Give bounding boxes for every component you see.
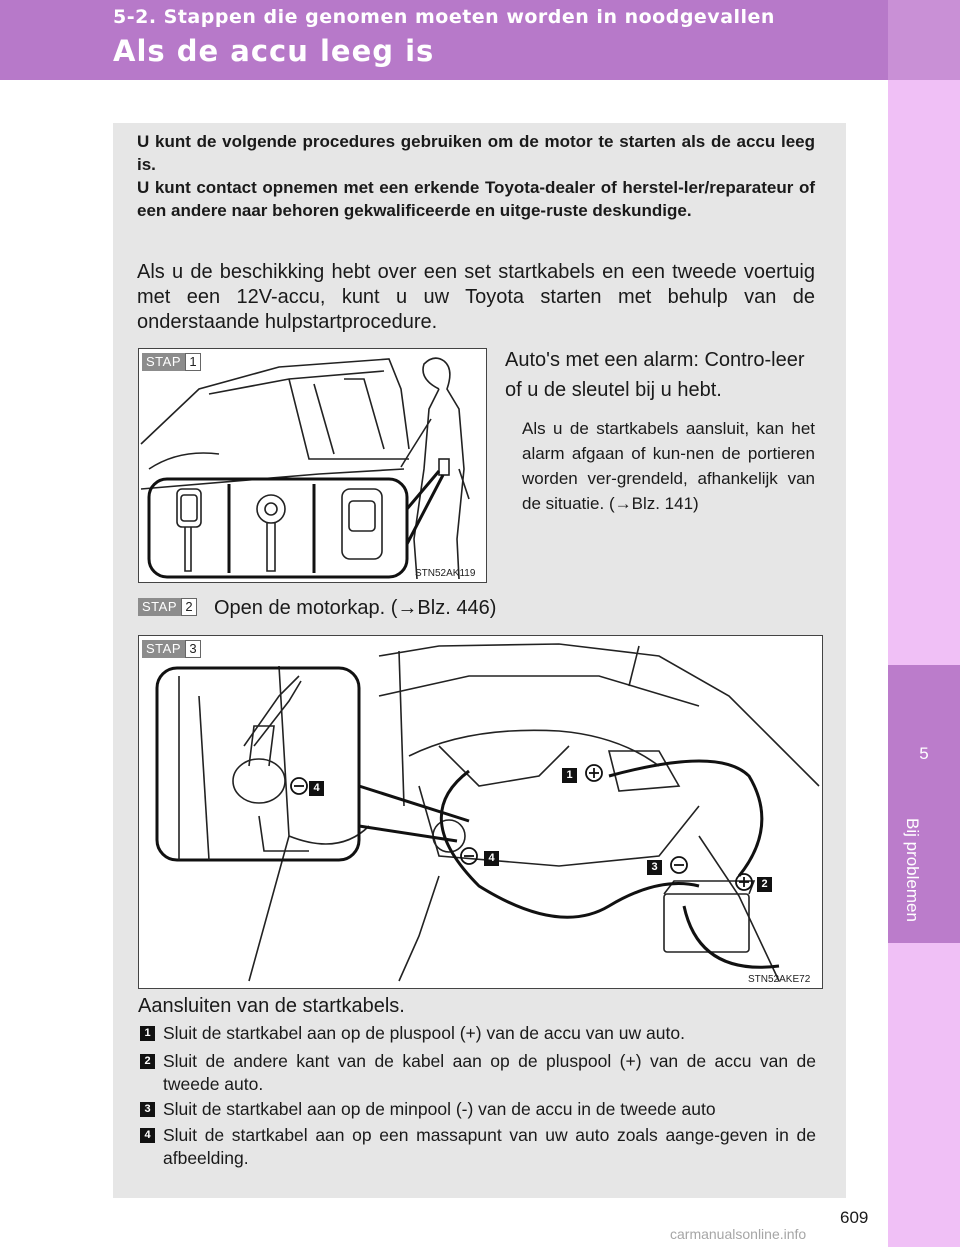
watermark: carmanualsonline.info xyxy=(670,1226,807,1242)
step3-image-code: STN52AKE72 xyxy=(748,974,811,985)
intro-line-2: U kunt contact opnemen met een erkende Toyota-dealer of herstel-ler/reparateur of een andere naar behoren gekwalificeerde en uitge-ruste deskundige. xyxy=(137,178,815,220)
step1-text: Auto's met een alarm: Contro-leer of u de sleutel bij u hebt. xyxy=(505,349,805,401)
step2-badge xyxy=(138,598,197,616)
page-number: 609 xyxy=(840,1208,869,1227)
step3-badge xyxy=(142,640,201,658)
callout-4: 4 xyxy=(484,847,507,866)
step1-number: 1 xyxy=(185,353,201,371)
item-number-badge: 4 xyxy=(140,1128,155,1143)
step3-number: 3 xyxy=(185,640,201,658)
step3-illustration xyxy=(138,635,823,989)
item-number-badge: 2 xyxy=(140,1054,155,1069)
connection-title: Aansluiten van de startkabels. xyxy=(138,995,405,1017)
intro-line-1: U kunt de volgende procedures gebruiken om de motor te starten als de accu leeg is. xyxy=(137,132,815,174)
list-item xyxy=(140,1124,816,1170)
step3-label: STAP xyxy=(142,640,185,658)
callout-1: 1 xyxy=(562,764,585,783)
list-item xyxy=(140,1098,816,1121)
step1-note: Als u de startkabels aansluit, kan het alarm afgaan of kun-nen de portieren worden ver-grendeld, afhankelijk van de situatie. (→Blz. 141) xyxy=(522,419,815,513)
intro-paragraph: Als u de beschikking hebt over een set startkabels en een tweede voertuig met een 12V-accu, kunt u uw Toyota starten met behulp van de onderstaande hulpstartprocedure. xyxy=(137,261,815,333)
callout-3: 3 xyxy=(647,856,670,875)
section-heading: 5-2. Stappen die genomen moeten worden in noodgevallen xyxy=(113,6,775,28)
item-text: Sluit de startkabel aan op de minpool (-) van de accu in de tweede auto xyxy=(163,1099,716,1119)
car-and-keys-drawing xyxy=(139,349,486,582)
item-text: Sluit de andere kant van de kabel aan op de pluspool (+) van de accu van de tweede auto. xyxy=(163,1051,816,1094)
step2-label: STAP xyxy=(138,598,181,616)
step2-number: 2 xyxy=(181,598,197,616)
intro-bold-text xyxy=(137,130,815,222)
step1-label: STAP xyxy=(142,353,185,371)
chapter-label: Bij problemen xyxy=(903,818,922,922)
callout-4-inset: 4 xyxy=(309,777,332,796)
step2-text: Open de motorkap. (→Blz. 446) xyxy=(214,597,497,619)
chapter-number: 5 xyxy=(919,744,929,763)
item-text: Sluit de startkabel aan op een massapunt van uw auto zoals aange-geven in de afbeelding. xyxy=(163,1125,816,1168)
side-strip xyxy=(888,80,960,1247)
side-tab-top xyxy=(888,0,960,80)
item-number-badge: 1 xyxy=(140,1026,155,1041)
item-number-badge: 3 xyxy=(140,1102,155,1117)
step1-image-code: STN52AK119 xyxy=(415,568,476,579)
list-item xyxy=(140,1050,816,1096)
page-title: Als de accu leeg is xyxy=(113,34,435,68)
item-text: Sluit de startkabel aan op de pluspool (+) van de accu van uw auto. xyxy=(163,1023,685,1043)
step1-badge xyxy=(142,353,201,371)
list-item xyxy=(140,1022,816,1045)
engine-jump-start-drawing xyxy=(139,636,822,988)
callout-2: 2 xyxy=(757,873,780,892)
step1-illustration xyxy=(138,348,487,583)
